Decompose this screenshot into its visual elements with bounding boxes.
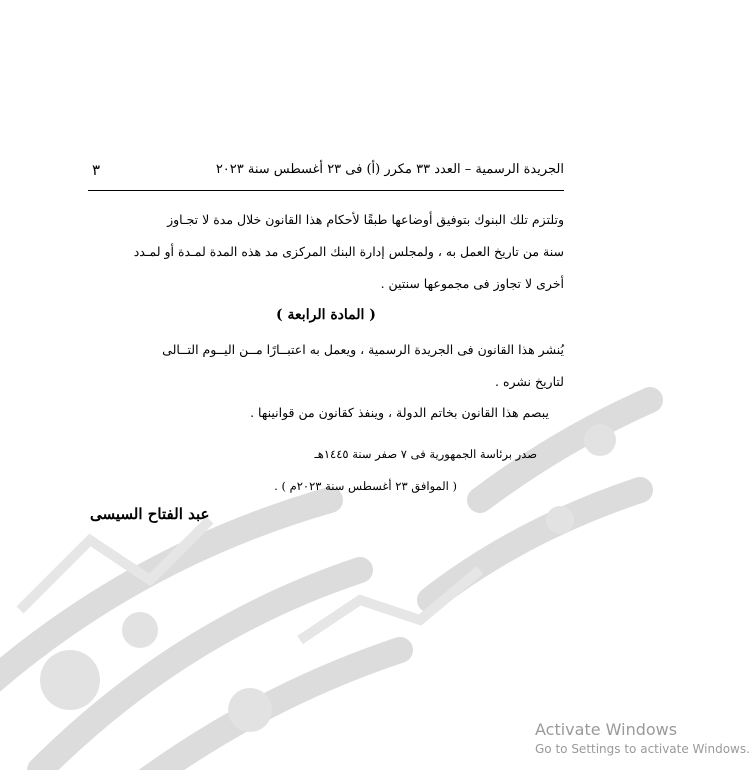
article-heading: ( المادة الرابعة ) — [276, 307, 376, 323]
page-number: ٣ — [92, 161, 101, 179]
activate-subtitle: Go to Settings to activate Windows. — [535, 742, 750, 756]
activate-title: Activate Windows — [535, 720, 678, 739]
activate-windows-overlay — [535, 720, 750, 756]
header-divider — [88, 190, 564, 191]
watermark-emblem-icon — [0, 380, 655, 770]
date-equivalent-line: ( الموافق ٢٣ أغسطس سنة ٢٠٢٣م ) . — [274, 479, 457, 493]
paragraph-line-3: أخرى لا تجاوز فى مجموعها سنتين . — [380, 276, 564, 291]
signature: عبد الفتاح السيسى — [90, 505, 210, 523]
paragraph-line-6: يبصم هذا القانون بخاتم الدولة ، وينفذ كقانون من قوانينها . — [250, 405, 549, 420]
issuance-line: صدر برئاسة الجمهورية فى ٧ صفر سنة ١٤٤٥هـ — [314, 447, 537, 461]
paragraph-line-2: سنة من تاريخ العمل به ، ولمجلس إدارة البنك المركزى مد هذه المدة لمـدة أو لمـدد — [133, 244, 564, 259]
paragraph-line-5: لتاريخ نشره . — [495, 374, 564, 389]
header-title: الجريدة الرسمية – العدد ٣٣ مكرر (أ) فى ٢٣ أغسطس سنة ٢٠٢٣ — [215, 162, 564, 177]
paragraph-line-1: وتلتزم تلك البنوك بتوفيق أوضاعها طبقًا لأحكام هذا القانون خلال مدة لا تجـاوز — [167, 212, 564, 227]
page-header — [88, 162, 564, 184]
paragraph-line-4: يُنشر هذا القانون فى الجريدة الرسمية ، ويعمل به اعتبــارًا مــن اليــوم التــالى — [162, 342, 564, 357]
